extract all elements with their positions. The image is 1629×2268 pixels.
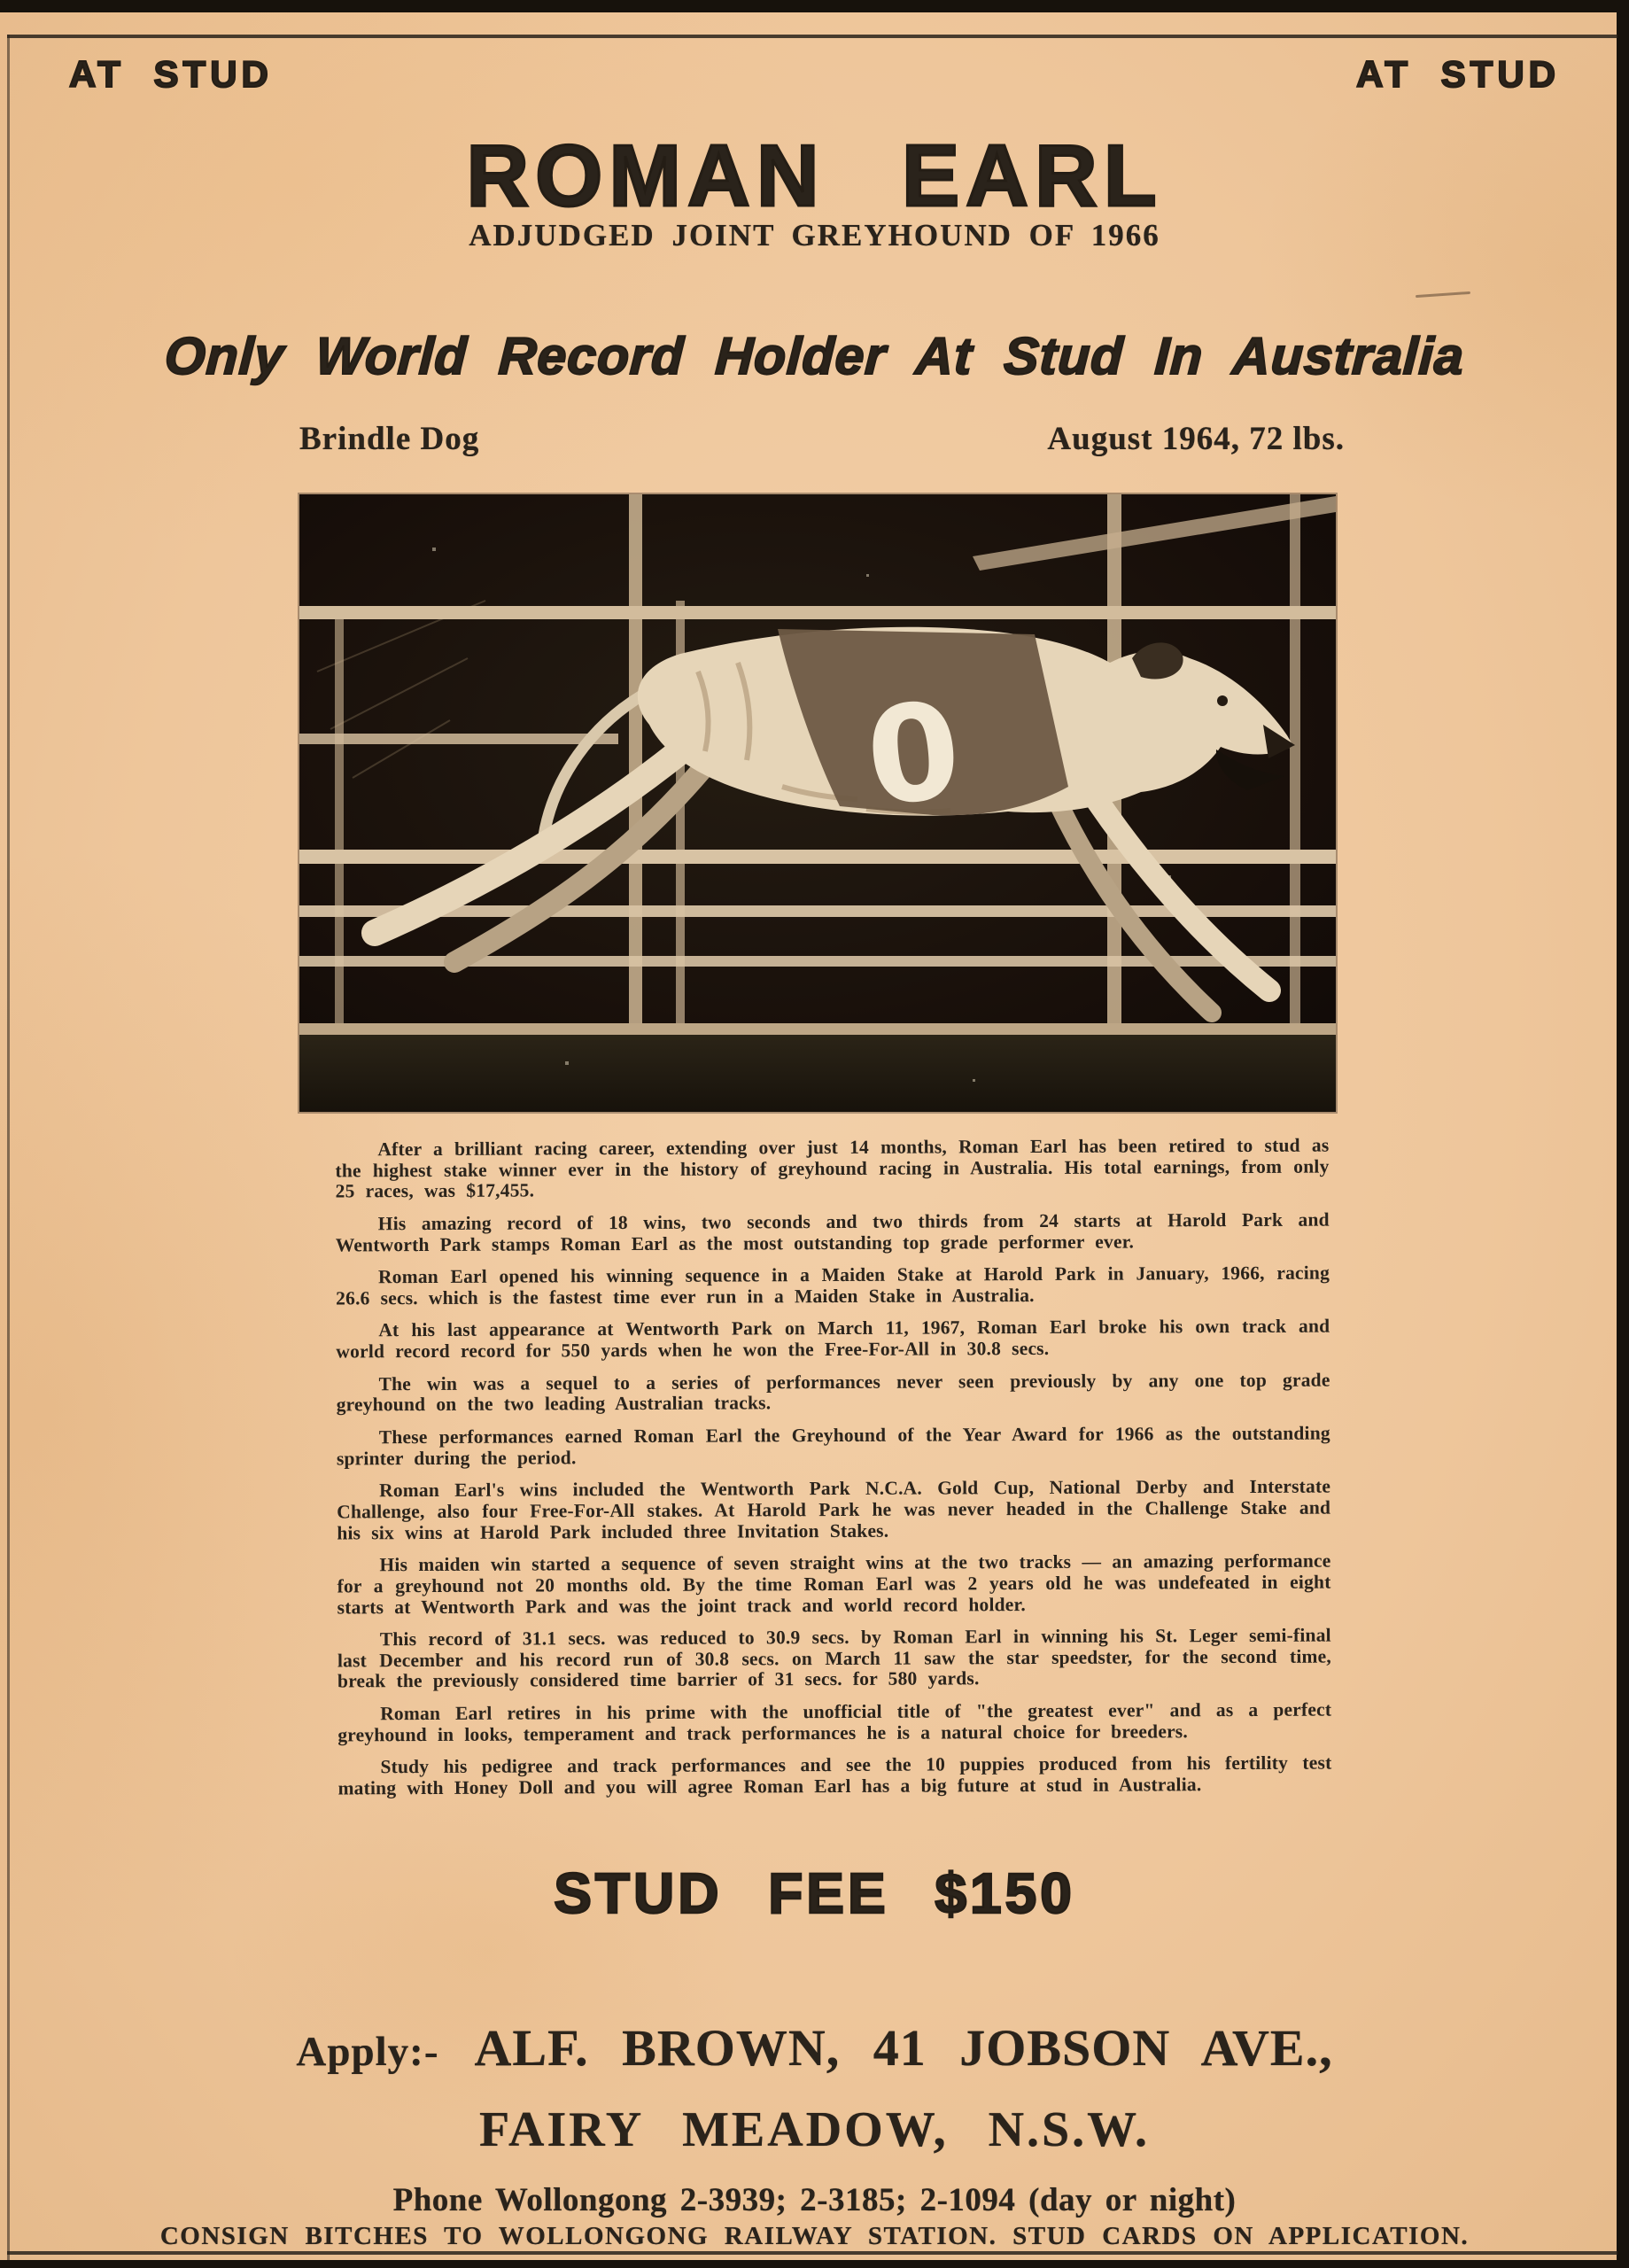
- body-copy: [335, 1136, 1331, 1812]
- greyhound-photo-art: [299, 494, 1336, 1112]
- greyhound-photo: [299, 494, 1336, 1112]
- scan-edge-top: [0, 0, 1629, 12]
- paragraph: Roman Earl's wins included the Wentworth Park N.C.A. Gold Cup, National Derby and Interstate Challenge, also four Free-For-All stakes. At Harold Park he was never headed in the Challenge Stake and his six wins at Harold Park included three Invitation Stakes.: [337, 1475, 1331, 1544]
- jacket-number: 0: [859, 673, 968, 837]
- paragraph: His maiden win started a sequence of seven straight wins at the two tracks — an amazing performance for a greyhound not 20 months old. By the time Roman Earl was 2 years old he was undefeated in eight starts at Wentworth Park and was the joint track and world record holder.: [337, 1550, 1331, 1618]
- page-title: ROMAN EARL: [466, 127, 1163, 224]
- border-rule-top: [7, 35, 1617, 38]
- consign-note: CONSIGN BITCHES TO WOLLONGONG RAILWAY STATION. STUD CARDS ON APPLICATION.: [159, 2222, 1470, 2250]
- paragraph: After a brilliant racing career, extending over just 14 months, Roman Earl has been retired to stud as the highest stake winner ever in the history of greyhound racing in Australia. His total earnings, from only 25 races, was $17,455.: [335, 1134, 1330, 1202]
- page-subtitle: ADJUDGED JOINT GREYHOUND OF 1966: [469, 218, 1160, 252]
- paragraph: The win was a sequel to a series of performances never seen previously by any one top grade greyhound on the two leading Australian tracks.: [336, 1369, 1330, 1416]
- dog-birth-weight-spec: August 1964, 72 lbs.: [1047, 421, 1345, 457]
- apply-line: [0, 2018, 1629, 2078]
- paragraph: Study his pedigree and track performances and see the 10 puppies produced from his fertility test mating with Honey Doll and you will agree Roman Earl has a big future at stud in Australia.: [337, 1751, 1332, 1799]
- apply-contact-name: ALF. BROWN, 41 JOBSON AVE.,: [474, 2019, 1333, 2077]
- apply-location: FAIRY MEADOW, N.S.W.: [478, 2102, 1151, 2157]
- tagline: Only World Record Holder At Stud In Australia: [163, 327, 1466, 385]
- paragraph: This record of 31.1 secs. was reduced to 30.9 secs. by Roman Earl in winning his St. Leger semi-final last December and his record run of 30.8 secs. on March 11 saw the star speedster, for the second time, break the previously considered time barrier of 31 secs. for 580 yards.: [337, 1624, 1331, 1692]
- paragraph: Roman Earl opened his winning sequence in a Maiden Stake at Harold Park in January, 1966, racing 26.6 secs. which is the fastest time ever run in a Maiden Stake in Australia.: [336, 1262, 1330, 1309]
- at-stud-label-left: AT STUD: [69, 53, 273, 95]
- paragraph: Roman Earl retires in his prime with the unofficial title of "the greatest ever" and as a perfect greyhound in looks, temperament and track performances he is a natural choice for breeders.: [337, 1698, 1332, 1746]
- paragraph: At his last appearance at Wentworth Park on March 11, 1967, Roman Earl broke his own track and world record record for 550 yards when he won the Free-For-All in 30.8 secs.: [336, 1316, 1330, 1363]
- paragraph: These performances earned Roman Earl the Greyhound of the Year Award for 1966 as the outstanding sprinter during the period.: [336, 1422, 1330, 1470]
- scan-edge-bottom: [0, 2260, 1629, 2268]
- dog-color-spec: Brindle Dog: [299, 421, 480, 457]
- border-rule-bottom: [7, 2251, 1617, 2255]
- dog-specs-row: [299, 420, 1345, 458]
- apply-label: Apply:-: [296, 2029, 439, 2075]
- pen-scratch-mark: [1416, 291, 1470, 298]
- stud-fee-heading: STUD FEE $150: [554, 1861, 1075, 1925]
- at-stud-label-right: AT STUD: [1356, 53, 1560, 95]
- paragraph: His amazing record of 18 wins, two seconds and two thirds from 24 starts at Harold Park and Wentworth Park stamps Roman Earl as the most outstanding top grade performer ever.: [335, 1208, 1330, 1256]
- phone-line: Phone Wollongong 2-3939; 2-3185; 2-1094 (day or night): [392, 2182, 1237, 2218]
